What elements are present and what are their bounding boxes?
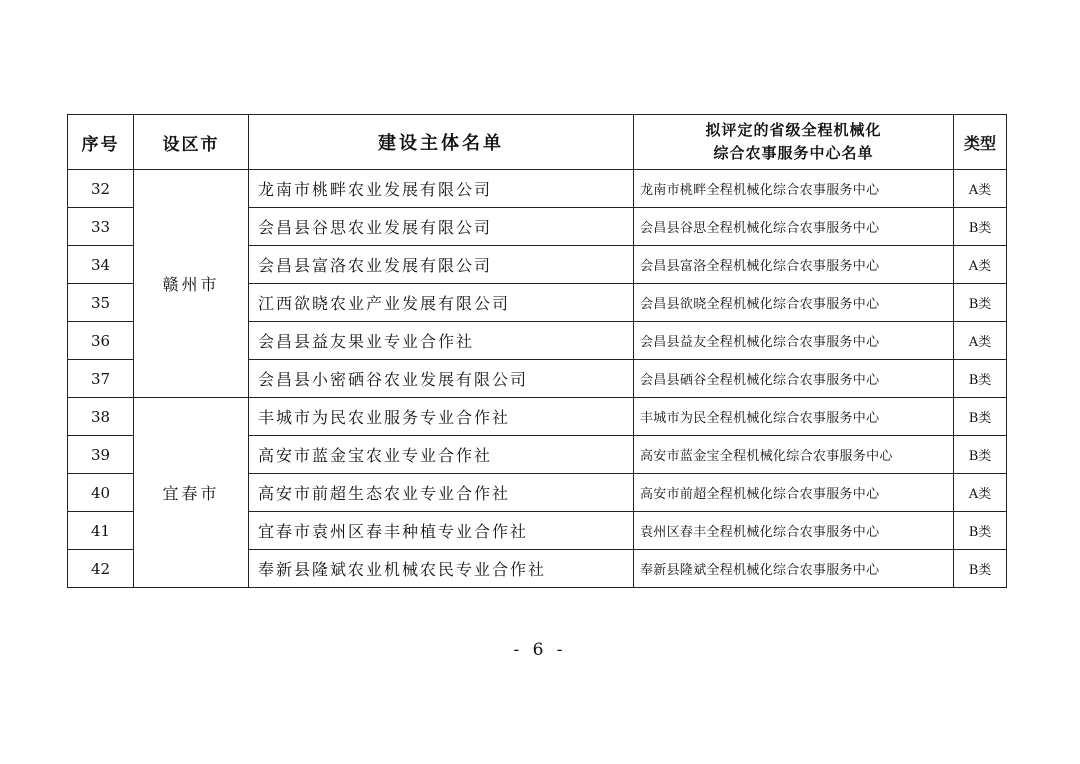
type-cell: A类	[954, 170, 1007, 208]
serial-number-cell: 36	[68, 322, 134, 360]
service-center-table	[67, 114, 1007, 588]
type-cell: B类	[954, 360, 1007, 398]
entity-name-cell: 高安市前超生态农业专业合作社	[249, 474, 634, 512]
entity-name-cell: 江西欲晓农业产业发展有限公司	[249, 284, 634, 322]
service-center-cell: 奉新县隆斌全程机械化综合农事服务中心	[634, 550, 954, 588]
serial-number-cell: 40	[68, 474, 134, 512]
type-cell: B类	[954, 284, 1007, 322]
service-center-cell: 龙南市桃畔全程机械化综合农事服务中心	[634, 170, 954, 208]
entity-name-cell: 会昌县富洛农业发展有限公司	[249, 246, 634, 284]
type-cell: A类	[954, 322, 1007, 360]
header-type: 类型	[954, 115, 1007, 170]
service-center-cell: 丰城市为民全程机械化综合农事服务中心	[634, 398, 954, 436]
serial-number-cell: 34	[68, 246, 134, 284]
service-center-cell: 会昌县益友全程机械化综合农事服务中心	[634, 322, 954, 360]
service-center-cell: 会昌县谷思全程机械化综合农事服务中心	[634, 208, 954, 246]
type-cell: B类	[954, 208, 1007, 246]
type-cell: B类	[954, 512, 1007, 550]
type-cell: B类	[954, 398, 1007, 436]
serial-number-cell: 37	[68, 360, 134, 398]
serial-number-cell: 39	[68, 436, 134, 474]
table-body	[68, 170, 1007, 588]
type-cell: B类	[954, 436, 1007, 474]
service-center-cell: 会昌县富洛全程机械化综合农事服务中心	[634, 246, 954, 284]
service-center-cell: 会昌县欲晓全程机械化综合农事服务中心	[634, 284, 954, 322]
type-cell: B类	[954, 550, 1007, 588]
entity-name-cell: 宜春市袁州区春丰种植专业合作社	[249, 512, 634, 550]
serial-number-cell: 33	[68, 208, 134, 246]
header-service-center-line1: 拟评定的省级全程机械化	[705, 121, 882, 139]
entity-name-cell: 丰城市为民农业服务专业合作社	[249, 398, 634, 436]
serial-number-cell: 42	[68, 550, 134, 588]
type-cell: A类	[954, 474, 1007, 512]
serial-number-cell: 41	[68, 512, 134, 550]
service-center-cell: 高安市前超全程机械化综合农事服务中心	[634, 474, 954, 512]
header-serial-number: 序号	[68, 115, 134, 170]
entity-name-cell: 会昌县谷思农业发展有限公司	[249, 208, 634, 246]
header-service-center-line2: 综合农事服务中心名单	[713, 144, 874, 162]
city-cell: 赣州市	[134, 170, 249, 398]
service-center-cell: 袁州区春丰全程机械化综合农事服务中心	[634, 512, 954, 550]
service-center-cell: 会昌县硒谷全程机械化综合农事服务中心	[634, 360, 954, 398]
entity-name-cell: 会昌县小密硒谷农业发展有限公司	[249, 360, 634, 398]
header-entity-list: 建设主体名单	[249, 115, 634, 170]
entity-name-cell: 奉新县隆斌农业机械农民专业合作社	[249, 550, 634, 588]
table-row	[68, 398, 1007, 436]
table-header-row	[68, 115, 1007, 170]
table-row	[68, 170, 1007, 208]
serial-number-cell: 35	[68, 284, 134, 322]
entity-name-cell: 会昌县益友果业专业合作社	[249, 322, 634, 360]
header-service-center	[634, 115, 954, 170]
city-cell: 宜春市	[134, 398, 249, 588]
serial-number-cell: 38	[68, 398, 134, 436]
type-cell: A类	[954, 246, 1007, 284]
page-number: - 6 -	[513, 640, 567, 660]
service-center-cell: 高安市蓝金宝全程机械化综合农事服务中心	[634, 436, 954, 474]
header-city: 设区市	[134, 115, 249, 170]
serial-number-cell: 32	[68, 170, 134, 208]
entity-name-cell: 高安市蓝金宝农业专业合作社	[249, 436, 634, 474]
entity-name-cell: 龙南市桃畔农业发展有限公司	[249, 170, 634, 208]
